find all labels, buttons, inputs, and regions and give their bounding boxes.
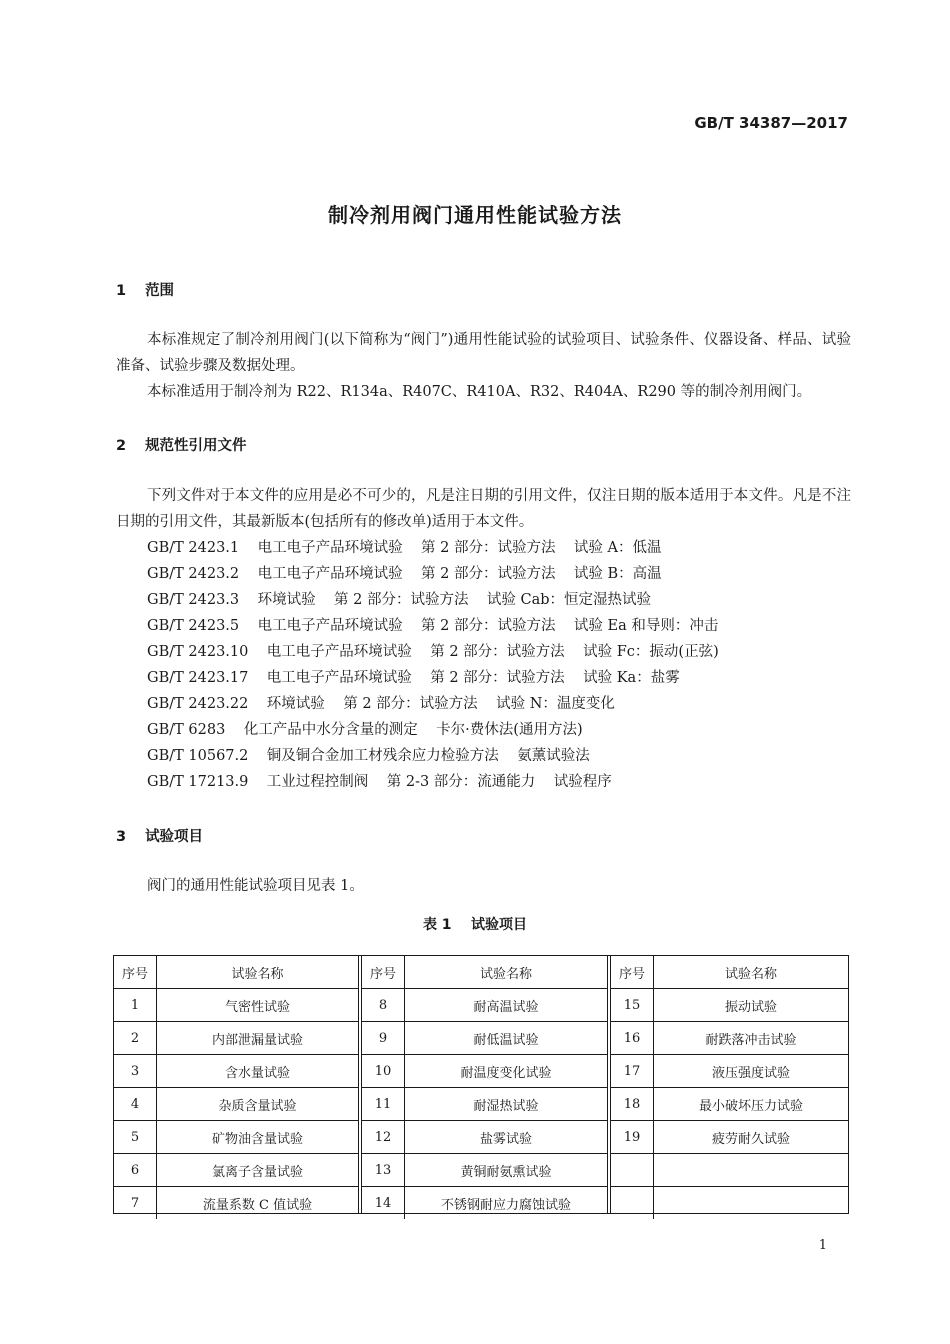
cell-test-name: 气密性试验 bbox=[157, 989, 359, 1022]
cell-number: 5 bbox=[114, 1121, 157, 1154]
cell-test-name: 矿物油含量试验 bbox=[157, 1121, 359, 1154]
cell-number bbox=[611, 1154, 654, 1187]
table-row bbox=[611, 1121, 848, 1154]
table-row bbox=[611, 1022, 848, 1055]
table-group-1 bbox=[114, 956, 359, 1213]
section-title: 试验项目 bbox=[145, 829, 204, 845]
cell-test-name: 振动试验 bbox=[654, 989, 849, 1022]
table-row bbox=[114, 1154, 358, 1187]
test-items-table bbox=[113, 955, 849, 1214]
table-caption: 表 1 试验项目 bbox=[422, 917, 528, 933]
table-row bbox=[362, 1187, 607, 1220]
column-header-name: 试验名称 bbox=[654, 956, 849, 989]
scope-paragraph-2: 本标准适用于制冷剂为 R22、R134a、R407C、R410A、R32、R404A、R290 等的制冷剂用阀门。 bbox=[147, 384, 812, 400]
table-row bbox=[362, 1055, 607, 1088]
table-group-2 bbox=[361, 956, 608, 1213]
table-group-3 bbox=[610, 956, 848, 1213]
table-header-row bbox=[611, 956, 848, 989]
cell-test-name: 黄铜耐氨熏试验 bbox=[405, 1154, 608, 1187]
cell-test-name: 疲劳耐久试验 bbox=[654, 1121, 849, 1154]
cell-number: 18 bbox=[611, 1088, 654, 1121]
table-row bbox=[362, 1088, 607, 1121]
section-number: 3 bbox=[116, 829, 127, 845]
table-row bbox=[611, 1055, 848, 1088]
cell-test-name: 耐湿热试验 bbox=[405, 1088, 608, 1121]
cell-test-name: 最小破坏压力试验 bbox=[654, 1088, 849, 1121]
cell-number: 6 bbox=[114, 1154, 157, 1187]
cell-test-name: 耐跌落冲击试验 bbox=[654, 1022, 849, 1055]
reference-item: GB/T 2423.17 电工电子产品环境试验 第 2 部分：试验方法 试验 Ka：盐雾 bbox=[147, 670, 680, 686]
table-row bbox=[114, 1022, 358, 1055]
cell-number: 19 bbox=[611, 1121, 654, 1154]
cell-number: 2 bbox=[114, 1022, 157, 1055]
reference-list bbox=[147, 535, 719, 795]
references-intro: 下列文件对于本文件的应用是必不可少的，凡是注日期的引用文件，仅注日期的版本适用于本文件。凡是不注日期的引用文件，其最新版本(包括所有的修改单)适用于本文件。 bbox=[116, 488, 851, 530]
cell-number: 11 bbox=[362, 1088, 405, 1121]
cell-test-name: 杂质含量试验 bbox=[157, 1088, 359, 1121]
table-row bbox=[611, 1187, 848, 1220]
cell-test-name bbox=[654, 1187, 849, 1220]
table-row bbox=[611, 989, 848, 1022]
table-row bbox=[362, 1022, 607, 1055]
cell-test-name bbox=[654, 1154, 849, 1187]
column-header-number: 序号 bbox=[114, 956, 157, 989]
table-header-row bbox=[114, 956, 358, 989]
column-header-number: 序号 bbox=[611, 956, 654, 989]
reference-item: GB/T 2423.22 环境试验 第 2 部分：试验方法 试验 N：温度变化 bbox=[147, 696, 615, 712]
cell-test-name: 耐低温试验 bbox=[405, 1022, 608, 1055]
cell-number: 3 bbox=[114, 1055, 157, 1088]
table-row bbox=[611, 1088, 848, 1121]
scope-paragraph-1: 本标准规定了制冷剂用阀门(以下简称为“阀门”)通用性能试验的试验项目、试验条件、仪器设备、样品、试验准备、试验步骤及数据处理。 bbox=[116, 332, 851, 374]
section-3-heading bbox=[116, 825, 203, 846]
cell-test-name: 流量系数 C 值试验 bbox=[157, 1187, 359, 1220]
section-title: 规范性引用文件 bbox=[145, 438, 247, 454]
cell-test-name: 内部泄漏量试验 bbox=[157, 1022, 359, 1055]
column-header-name: 试验名称 bbox=[405, 956, 608, 989]
cell-number: 10 bbox=[362, 1055, 405, 1088]
reference-item: GB/T 17213.9 工业过程控制阀 第 2-3 部分：流通能力 试验程序 bbox=[147, 774, 612, 790]
cell-test-name: 耐高温试验 bbox=[405, 989, 608, 1022]
cell-number: 9 bbox=[362, 1022, 405, 1055]
column-header-number: 序号 bbox=[362, 956, 405, 989]
table-header-row bbox=[362, 956, 607, 989]
cell-number: 8 bbox=[362, 989, 405, 1022]
standard-number: GB/T 34387—2017 bbox=[694, 114, 848, 132]
cell-number: 13 bbox=[362, 1154, 405, 1187]
cell-number: 7 bbox=[114, 1187, 157, 1220]
section-number: 2 bbox=[116, 438, 127, 454]
table-row bbox=[114, 1121, 358, 1154]
table-row bbox=[362, 1154, 607, 1187]
cell-number: 12 bbox=[362, 1121, 405, 1154]
page-number: 1 bbox=[818, 1238, 827, 1253]
cell-test-name: 含水量试验 bbox=[157, 1055, 359, 1088]
table-row bbox=[362, 1121, 607, 1154]
section-title: 范围 bbox=[145, 283, 175, 299]
reference-item: GB/T 2423.1 电工电子产品环境试验 第 2 部分：试验方法 试验 A：低温 bbox=[147, 540, 662, 556]
section-1-heading bbox=[116, 279, 174, 300]
reference-item: GB/T 2423.10 电工电子产品环境试验 第 2 部分：试验方法 试验 Fc：振动(正弦) bbox=[147, 644, 719, 660]
table-row bbox=[611, 1154, 848, 1187]
cell-number: 16 bbox=[611, 1022, 654, 1055]
cell-test-name: 不锈钢耐应力腐蚀试验 bbox=[405, 1187, 608, 1220]
document-title: 制冷剂用阀门通用性能试验方法 bbox=[328, 203, 622, 227]
test-items-intro: 阀门的通用性能试验项目见表 1。 bbox=[147, 878, 364, 894]
reference-item: GB/T 10567.2 铜及铜合金加工材残余应力检验方法 氨薰试验法 bbox=[147, 748, 590, 764]
reference-item: GB/T 6283 化工产品中水分含量的测定 卡尔·费休法(通用方法) bbox=[147, 722, 583, 738]
table-row bbox=[114, 1055, 358, 1088]
cell-number: 1 bbox=[114, 989, 157, 1022]
reference-item: GB/T 2423.5 电工电子产品环境试验 第 2 部分：试验方法 试验 Ea 和导则：冲击 bbox=[147, 618, 719, 634]
cell-test-name: 氯离子含量试验 bbox=[157, 1154, 359, 1187]
cell-test-name: 耐温度变化试验 bbox=[405, 1055, 608, 1088]
cell-number bbox=[611, 1187, 654, 1220]
cell-test-name: 盐雾试验 bbox=[405, 1121, 608, 1154]
section-2-heading bbox=[116, 434, 247, 455]
cell-number: 17 bbox=[611, 1055, 654, 1088]
table-row bbox=[114, 1088, 358, 1121]
table-row bbox=[114, 989, 358, 1022]
cell-number: 15 bbox=[611, 989, 654, 1022]
table-row bbox=[362, 989, 607, 1022]
cell-number: 14 bbox=[362, 1187, 405, 1220]
reference-item: GB/T 2423.3 环境试验 第 2 部分：试验方法 试验 Cab：恒定湿热试验 bbox=[147, 592, 652, 608]
table-row bbox=[114, 1187, 358, 1220]
cell-test-name: 液压强度试验 bbox=[654, 1055, 849, 1088]
reference-item: GB/T 2423.2 电工电子产品环境试验 第 2 部分：试验方法 试验 B：高温 bbox=[147, 566, 662, 582]
section-number: 1 bbox=[116, 283, 127, 299]
cell-number: 4 bbox=[114, 1088, 157, 1121]
column-header-name: 试验名称 bbox=[157, 956, 359, 989]
